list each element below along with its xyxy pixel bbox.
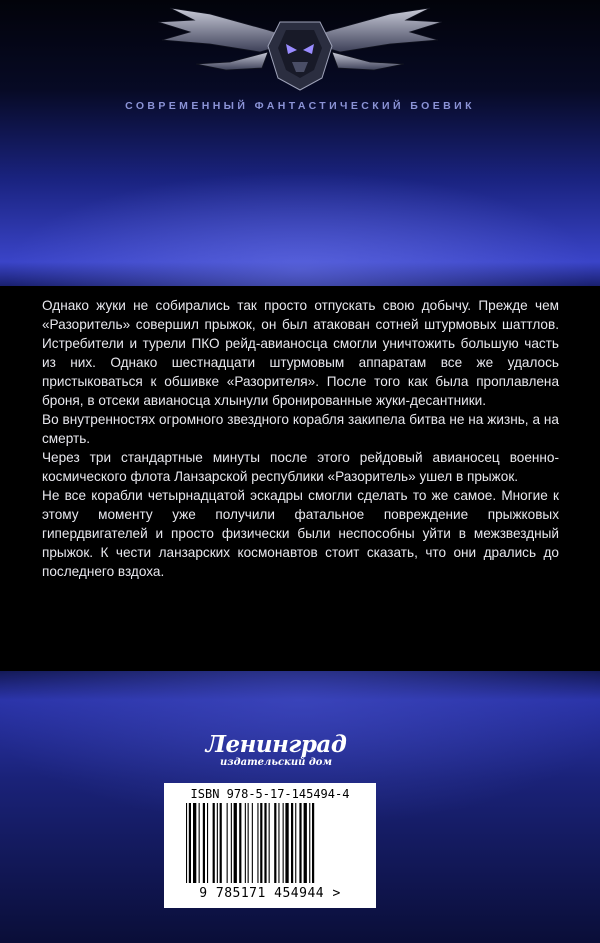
winged-robot-head-icon [150, 0, 450, 100]
barcode-block [164, 783, 376, 908]
isbn-text: ISBN 978-5-17-145494-4 [190, 787, 350, 801]
blurb-paragraph: Не все корабли четырнадцатой эскадры смогли сделать то же самое. Многие к этому моменту уже получили фатальное повреждение прыжковых гипердвигателей и просто физически были неспособны уйти в межзвездный прыжок. К чести ланзарских космонавтов стоит сказать, что они дрались до последнего вздоха. [42, 488, 559, 579]
series-label: СОВРЕМЕННЫЙ ФАНТАСТИЧЕСКИЙ БОЕВИК [125, 100, 475, 112]
blurb-paragraph: Во внутренностях огромного звездного корабля закипела битва не на жизнь, а на смерть. [42, 412, 559, 446]
barcode-icon [186, 803, 354, 883]
ean-digits: 9 785171 454944 > [199, 886, 341, 901]
blurb-paragraph: Однако жуки не собирались так просто отпускать свою добычу. Прежде чем «Разоритель» совершил прыжок, он был атакован сотней штурмовых шаттлов. Истребители и турели ПКО рейд-авианосца смогли уничтожить большую часть из них. Однако шестнадцати штурмовым аппаратам все же удалось пристыковаться к обшивке «Разорителя». После того как была проплавлена броня, в отсеки авианосца хлынули бронированные жуки-десантники. [42, 298, 559, 408]
blurb-paragraph: Через три стандартные минуты после этого рейдовый авианосец военно-космического флота Ланзарской республики «Разоритель» ушел в прыжок. [42, 450, 559, 484]
blurb-panel [0, 286, 600, 671]
publisher-subtitle: издательский дом [220, 757, 332, 768]
blurb-text [42, 296, 559, 581]
publisher-logo [196, 732, 356, 777]
publisher-name: Ленинград [205, 731, 347, 758]
